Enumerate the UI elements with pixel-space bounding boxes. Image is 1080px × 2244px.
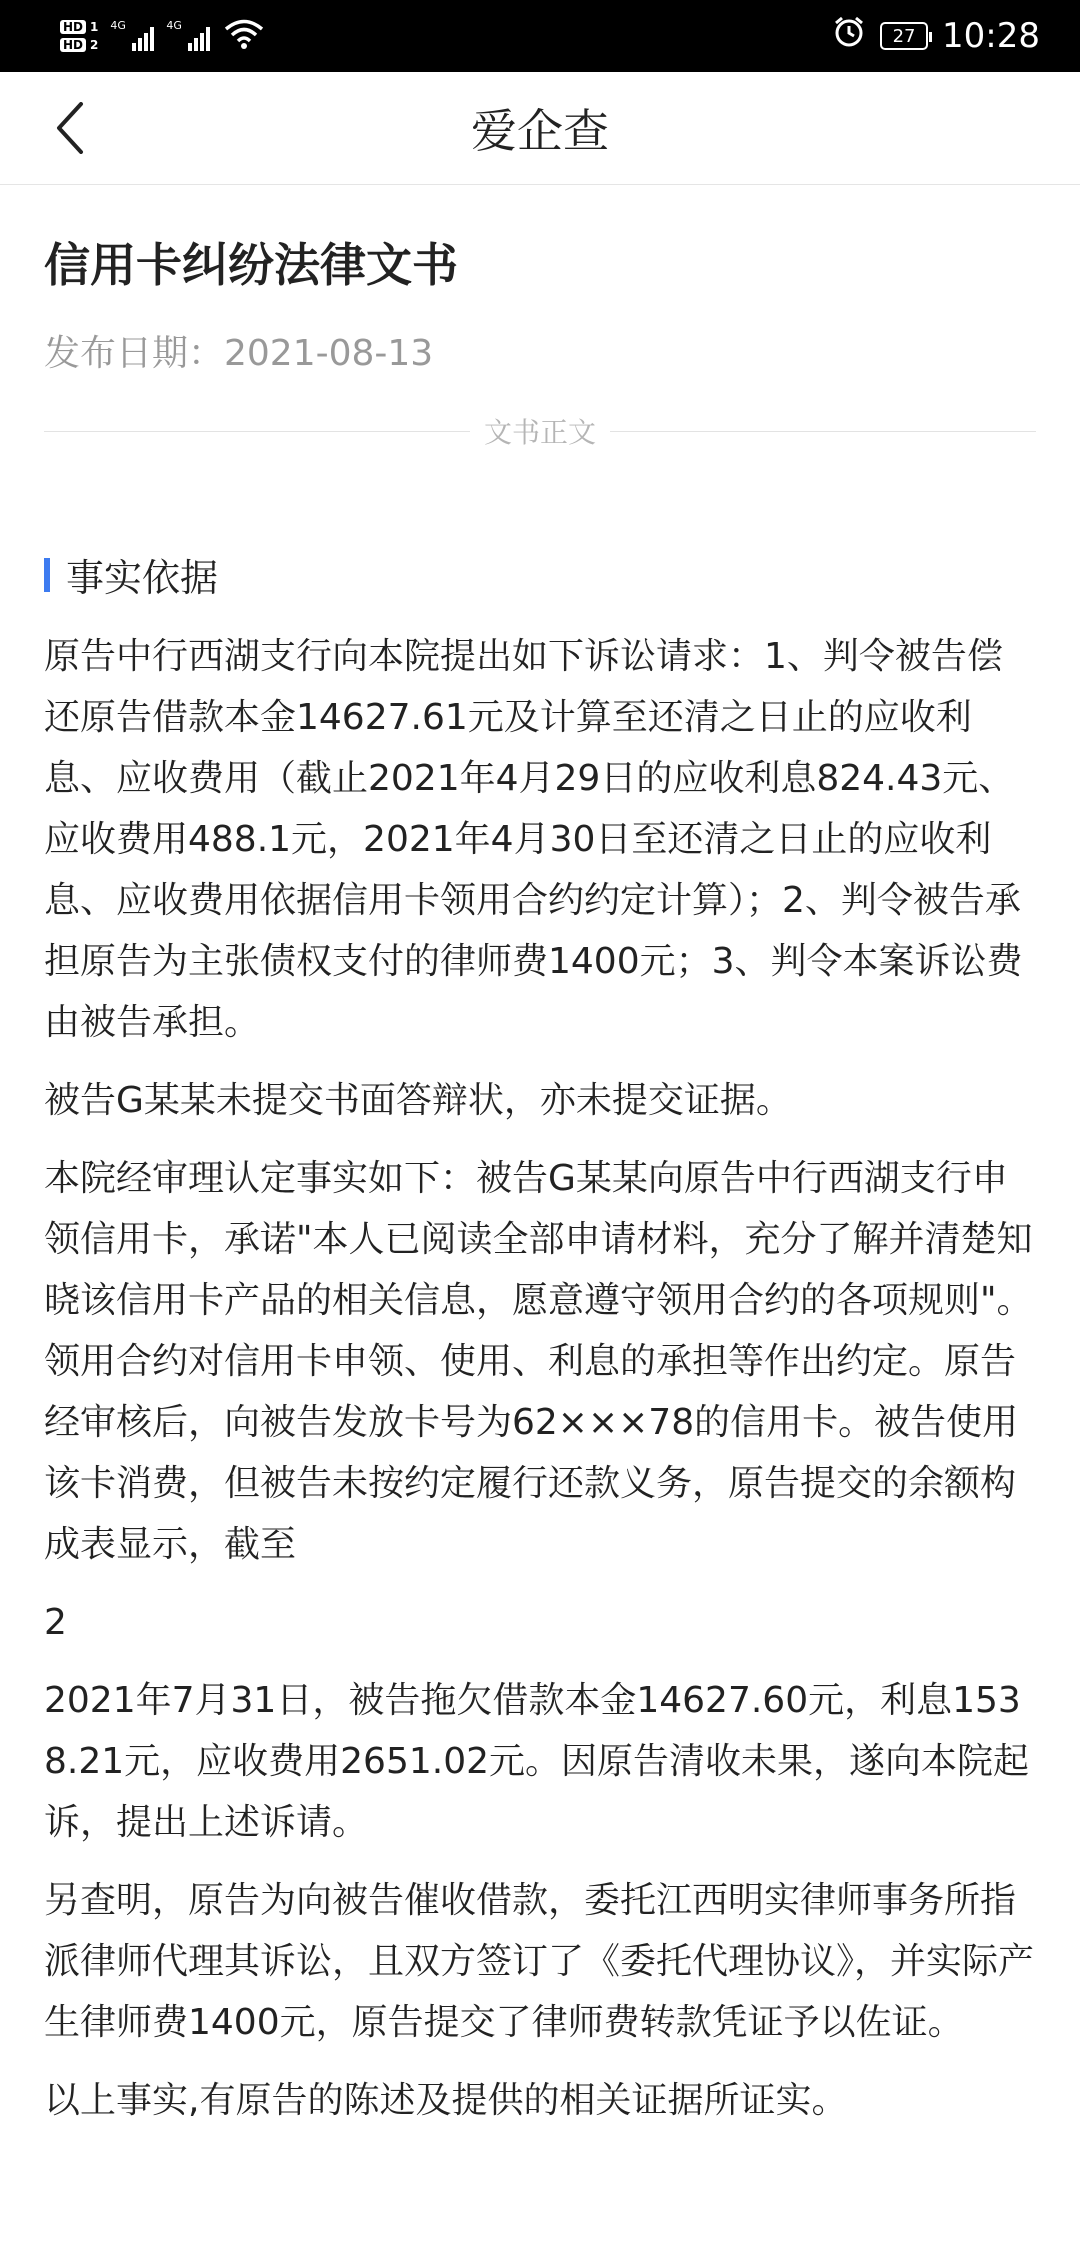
divider-line-left — [44, 431, 470, 432]
section-accent-bar — [44, 558, 50, 592]
back-button[interactable] — [44, 102, 96, 154]
wifi-icon — [224, 18, 264, 54]
hd-label-1: HD — [60, 20, 86, 34]
hd-label-2: HD — [60, 38, 86, 52]
battery-icon — [880, 22, 928, 50]
divider-label: 文书正文 — [484, 416, 597, 449]
page-number: 2 — [44, 1602, 67, 1643]
publish-date: 发布日期：2021-08-13 — [44, 333, 434, 374]
hd-num-1: 1 — [90, 20, 99, 34]
paragraph: 另查明，原告为向被告催收借款，委托江西明实律师事务所指派律师代理其诉讼，且双方签订了《委托代理协议》，并实际产生律师费1400元，原告提交了律师费转款凭证予以佐证。 — [44, 1880, 1035, 2043]
paragraph: 被告G某某未提交书面答辩状，亦未提交证据。 — [44, 1080, 792, 1121]
status-left — [60, 18, 264, 54]
paragraph: 本院经审理认定事实如下：被告G某某向原告中行西湖支行申领信用卡，承诺"本人已阅读全部申请材料，充分了解并清楚知晓该信用卡产品的相关信息，愿意遵守领用合约的各项规则"。领用合约对信用卡申领、使用、利息的承担等作出约定。原告经审核后，向被告发放卡号为62×××78的信用卡。被告使用该卡消费，但被告未按约定履行还款义务，原告提交的余额构成表显示，截至 — [44, 1158, 1033, 1565]
nav-title: 爱企查 — [471, 104, 609, 158]
paragraph: 原告中行西湖支行向本院提出如下诉讼请求：1、判令被告偿还原告借款本金14627.61元及计算至还清之日止的应收利息、应收费用（截止2021年4月29日的应收利息824.43元、应收费用488.1元，2021年4月30日至还清之日止的应收利息、应收费用依据信用卡领用合约约定计算）；2、判令被告承担原告为主张债权支付的律师费1400元；3、判令本案诉讼费由被告承担。 — [44, 636, 1023, 1043]
signal-2-icon — [168, 21, 210, 51]
alarm-icon — [832, 15, 866, 58]
hd-indicator-2 — [60, 38, 98, 52]
clock: 10:28 — [942, 16, 1040, 56]
hd-indicators — [60, 20, 98, 52]
paragraph-list — [44, 626, 1036, 2131]
document-content — [0, 235, 1080, 2131]
nav-bar — [0, 72, 1080, 185]
signal-1-icon — [112, 21, 154, 51]
paragraph: 2021年7月31日，被告拖欠借款本金14627.60元，利息1538.21元，应收费用2651.02元。因原告清收未果，遂向本院起诉，提出上述诉请。 — [44, 1680, 1030, 1843]
hd-indicator-1 — [60, 20, 98, 34]
section-title: 事实依据 — [66, 556, 219, 600]
status-right — [832, 15, 1040, 58]
paragraph: 以上事实,有原告的陈述及提供的相关证据所证实。 — [44, 2080, 848, 2121]
hd-num-2: 2 — [90, 38, 99, 52]
section-divider — [44, 411, 1036, 451]
divider-line-right — [610, 431, 1036, 432]
network-type-2: 4G — [166, 19, 182, 32]
battery-level: 27 — [892, 25, 916, 47]
status-bar — [0, 0, 1080, 72]
chevron-left-icon — [55, 102, 85, 154]
section-heading — [44, 547, 1036, 602]
network-type-1: 4G — [110, 19, 126, 32]
document-title: 信用卡纠纷法律文书 — [44, 238, 458, 292]
